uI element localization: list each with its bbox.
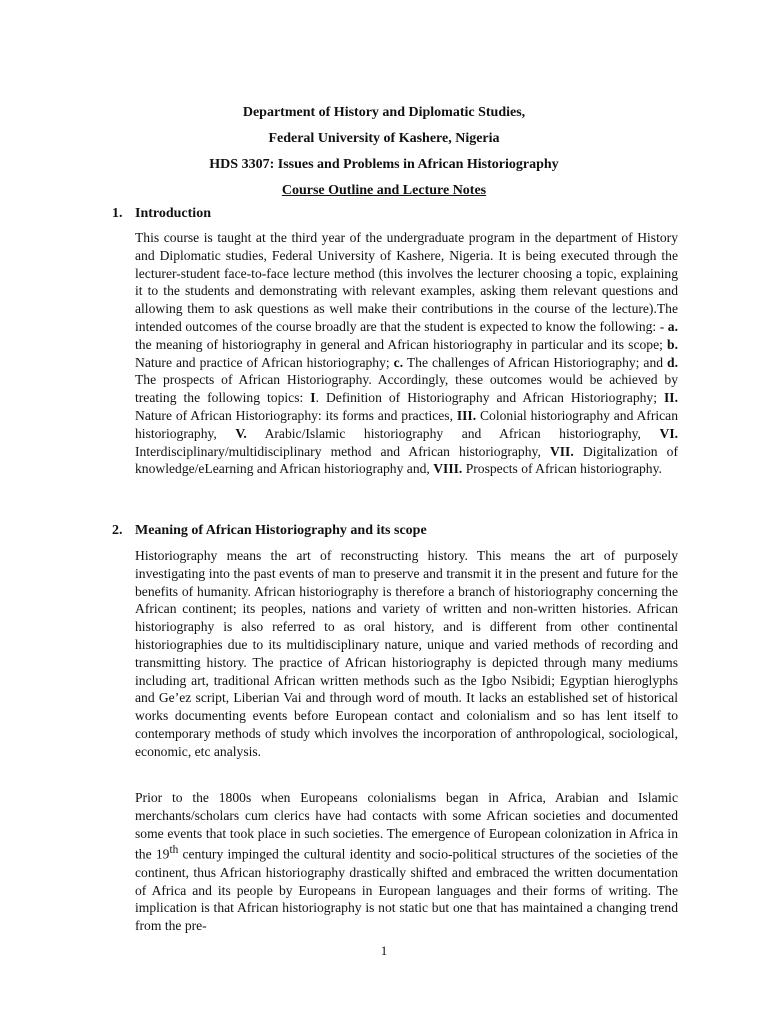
text-run: Arabic/Islamic historiography and African historiography, [246, 425, 660, 441]
text-run: The prospects of African Historiography. Accordingly, these outcomes would be achieved by treating the following topics: [135, 372, 678, 406]
bold-run: III. [456, 407, 477, 423]
text-run: Prior to the 1800s when Europeans colonialisms began in Africa, Arabian and Islamic merchants/scholars cum clerics have had contacts with some African societies and documented some events that took place in such societies. The emergence of European colonization in Africa in the 19 [135, 790, 678, 862]
text-run: Nature and practice of African historiography; [135, 354, 394, 370]
bold-run: VIII. [433, 461, 463, 477]
section-number: 1. [112, 206, 123, 221]
section-title: Meaning of African Historiography and its scope [135, 523, 427, 538]
bold-run: VII. [549, 443, 574, 459]
page-number: 1 [380, 943, 388, 958]
text-run: Colonial historiography and African historiography, [135, 407, 678, 441]
text-run: the meaning of historiography in general and African historiography in particular and its scope; [135, 336, 668, 352]
department-title: Department of History and Diplomatic Studies, [242, 105, 526, 120]
text-run: This course is taught at the third year of the undergraduate program in the department of History and Diplomatic studies, Federal University of Kashere, Nigeria. It is being executed through the lecturer-student face-to-face lecture method (this involves the lecturer choosing a topic, explaining it to the students and demonstrating with relevant examples, asking them relevant questions and allowing them to ask questions as well make their contributions in the course of the lecture).The intended outcomes of the course broadly are that the student is expected to know the following: - [135, 230, 678, 334]
bold-run: II. [664, 390, 678, 406]
text-run: Interdisciplinary/multidisciplinary method and African historiography, [135, 443, 550, 459]
text-run: Digitalization of knowledge/eLearning and African historiography and, [135, 443, 678, 477]
bold-run: V. [235, 425, 247, 441]
meaning-paragraph-1: Historiography means the art of reconstructing history. This means the art of purposely investigating into the past events of man to preserve and transmit it in the present and future for the benefits of humanity. African historiography is therefore a branch of historiography concerning the African continent; its peoples, nations and variety of written and non-written histories. African historiography is also referred to as oral history, and is different from other continental historiographies due to its multidisciplinary nature, unique and varied methods of recording and transmitting history. The practice of African historiography is depicted through many mediums including art, traditional African written methods such as the Igbo Nsibidi; Egyptian hieroglyphs and Ge’ez script, Liberian Vai and through word of mouth. It lacks an established set of historical works documenting events before European contact and colonialism and so has lent itself to contemporary methods of study which involves the incorporation of anthropological, sociological, economic, etc analysis. [135, 548, 678, 759]
text-run: Nature of African Historiography: its forms and practices, [135, 407, 457, 423]
university-title: Federal University of Kashere, Nigeria [268, 131, 500, 146]
text-run: The challenges of African Historiography; and [403, 354, 668, 370]
text-run: century impinged the cultural identity and socio-political structures of the societies of the continent, thus African historiography drastically shifted and embraced the written documentation of Africa and its people by Europeans in European languages and their forms of writing. The implication is that African historiography is not static but one that has maintained a changing trend from the pre- [135, 846, 678, 934]
text-run: . Definition of Historiography and African Historiography; [315, 390, 665, 406]
section-title: Introduction [135, 206, 211, 221]
introduction-paragraph [135, 229, 678, 478]
course-outline-title: Course Outline and Lecture Notes [281, 183, 487, 198]
meaning-paragraph-2 [135, 789, 678, 935]
bold-run: I [310, 390, 316, 406]
bold-run: VI. [659, 425, 679, 441]
bold-run: a. [667, 318, 678, 334]
superscript: th [169, 844, 179, 857]
section-heading-introduction [112, 205, 672, 223]
bold-run: c. [393, 354, 404, 370]
document-header [0, 100, 768, 204]
bold-run: d. [667, 354, 678, 370]
bold-run: b. [667, 336, 678, 352]
section-number: 2. [112, 523, 123, 538]
section-heading-meaning [112, 522, 672, 540]
course-title: HDS 3307: Issues and Problems in African Historiography [209, 157, 559, 172]
text-run: Prospects of African historiography. [462, 461, 662, 477]
